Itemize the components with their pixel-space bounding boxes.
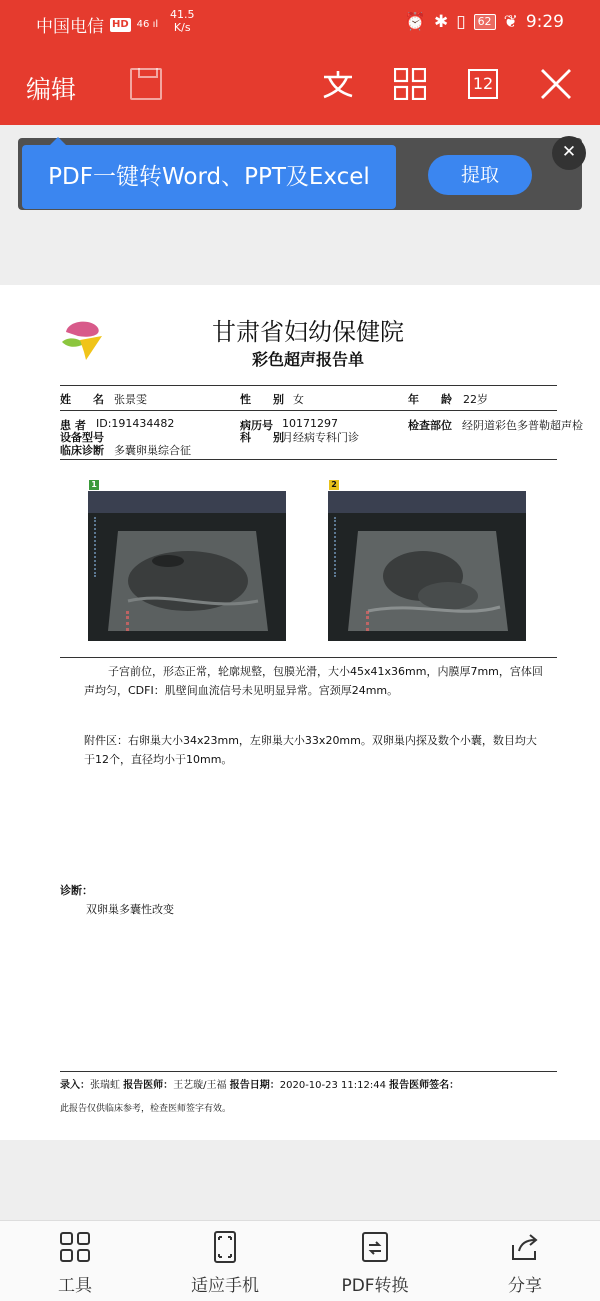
hd-badge: HD [112,18,129,30]
bottom-nav [0,1220,600,1301]
name-label: 姓 名 [60,393,104,406]
finding-uterus: 子宫前位，形态正常，轮廓规整，包膜光滑，大小45x41x36mm，内膜厚7mm，宫体回声均匀，CDFI：肌壁间血流信号未见明显异常。宫颈厚24mm。 [84,665,543,697]
nav-pdf-convert[interactable] [315,1221,435,1301]
disclaimer: 此报告仅供临床参考，检查医师签字有效。 [60,1104,232,1114]
findings-rule [60,657,557,658]
speed-value: 41.5 [170,8,195,21]
image2-number: 2 [329,480,339,490]
nav-tools[interactable] [15,1221,135,1301]
doctor-value: 王艺璇/王福 [173,1080,227,1091]
entry-label: 录入： [60,1080,90,1091]
diagnosis-label: 诊断： [60,884,93,897]
battery-icon: 62 [474,14,496,30]
page-count: 12 [468,69,498,99]
date-value: 2020-10-23 11:12:44 [279,1080,386,1091]
info-rule [60,410,557,411]
signature-label: 报告医师签名： [389,1080,460,1091]
diagnosis-value: 双卵巢多囊性改变 [86,903,174,916]
sex-label: 性 别 [240,393,284,406]
footer-rule [60,1071,557,1072]
signal-icon: 46 ıl [136,18,159,30]
header-rule [60,385,557,386]
date-label: 报告日期： [229,1080,280,1091]
nav-fit-phone[interactable] [165,1221,285,1301]
report-footer [60,1076,459,1091]
sex-value: 女 [293,393,304,406]
alarm-icon: ⏰ [404,12,426,32]
finding-adnexa: 附件区：右卵巢大小34x23mm，左卵巢大小33x20mm。双卵巢内探及数个小囊，数目均大于12个，直径均小于10mm。 [84,734,537,766]
grid-view-icon[interactable] [392,66,428,102]
translate-icon[interactable] [320,66,356,102]
device-label: 设备型号 [60,431,104,444]
promo-banner-text: PDF一键转Word、PPT及Excel [22,145,396,209]
tools-icon [59,1231,91,1263]
age-label: 年 龄 [408,393,452,406]
exam-value: 经阴道彩色多普勒超声检 [462,419,583,432]
fit-screen-icon [209,1231,241,1263]
clock-time: 9:29 [525,12,564,32]
exam-label: 检查部位 [408,419,452,432]
extract-button[interactable]: 提取 [428,155,532,195]
share-icon [509,1231,541,1263]
speed-unit: K/s [173,21,191,34]
nav-share-label: 分享 [508,1276,542,1296]
age-value: 22岁 [463,393,488,406]
name-value: 张景雯 [114,393,147,406]
image1-number: 1 [89,480,99,490]
document-page [0,285,600,1140]
record-value: 10171297 [282,417,338,430]
nav-share[interactable] [465,1221,585,1301]
dept-value: 月经病专科门诊 [282,431,359,444]
patient-id-value: ID:191434482 [96,417,175,430]
status-bar [0,0,600,46]
network-speed [170,8,195,34]
page-count-button[interactable] [465,66,501,102]
info-bottom-rule [60,459,557,460]
convert-icon [359,1231,391,1263]
record-label: 病历号 [240,419,273,432]
leaf-icon: ❦ [503,12,518,32]
carrier-label: 中国电信 [36,17,104,37]
save-icon[interactable] [130,68,162,100]
nav-pdf-convert-label: PDF转换 [341,1276,409,1296]
app-toolbar [0,46,600,125]
vibrate-icon: ▯ [456,12,466,32]
report-subtitle: 彩色超声报告单 [251,350,364,369]
close-icon[interactable] [538,66,574,102]
nav-tools-label: 工具 [58,1276,92,1296]
ultrasound-image-2 [328,491,526,641]
edit-button[interactable]: 编辑 [26,75,77,104]
hospital-name: 甘肃省妇幼保健院 [212,318,404,346]
bluetooth-icon: ✱ [433,12,449,32]
patient-id-label: 患 者 [60,419,86,432]
ultrasound-image-1 [88,491,286,641]
dept-label: 科 别 [240,431,284,444]
banner-close-icon[interactable]: ✕ [552,136,586,170]
clinical-value: 多囊卵巢综合征 [114,444,191,457]
doctor-label: 报告医师： [123,1080,174,1091]
nav-fit-phone-label: 适应手机 [191,1276,259,1296]
entry-value: 张瑞虹 [90,1080,120,1091]
clinical-label: 临床诊断 [60,444,104,457]
